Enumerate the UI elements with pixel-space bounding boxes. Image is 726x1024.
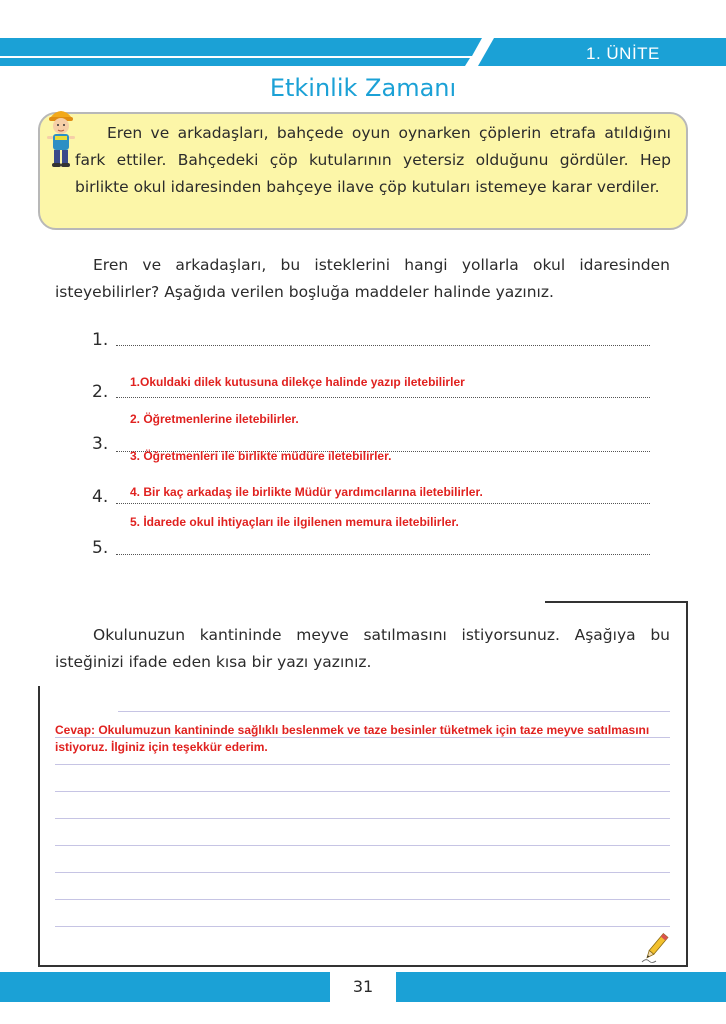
dotted-line-1[interactable]: [116, 345, 650, 346]
unit-label: 1. ÜNİTE: [586, 44, 660, 63]
question-2-line-2: isteğinizi ifade eden kısa bir yazı yazınız.: [55, 653, 372, 671]
writing-line[interactable]: [55, 899, 670, 900]
frame-bottom: [38, 965, 688, 967]
writing-line[interactable]: [55, 764, 670, 765]
story-line-1: Eren ve arkadaşları, bahçede oyun oynarken çöplerin etrafa atıldığını: [107, 124, 671, 142]
boy-illustration-icon: [44, 102, 78, 168]
answer-1: 1.Okuldaki dilek kutusuna dilekçe halinde yazıp iletebilirler: [130, 375, 465, 389]
item-number-1: 1.: [92, 330, 109, 350]
page-number: 31: [352, 977, 374, 996]
story-line-2: fark ettiler. Bahçedeki çöp kutularının yetersiz olduğunu gördüler. Hep: [75, 151, 671, 169]
item-number-2: 2.: [92, 382, 109, 402]
story-text: [75, 120, 671, 201]
dotted-line-4[interactable]: [116, 503, 650, 504]
writing-line[interactable]: [55, 818, 670, 819]
question-1-line-2: isteyebilirler? Aşağıda verilen boşluğa maddeler halinde yazınız.: [55, 283, 554, 301]
question-2-line-1: Okulunuzun kantininde meyve satılmasını istiyorsunuz. Aşağıya bu: [93, 626, 670, 644]
answer-text-line-2: istiyoruz. İlginiz için teşekkür ederim.: [55, 740, 268, 754]
item-number-5: 5.: [92, 538, 109, 558]
writing-line[interactable]: [55, 926, 670, 927]
header-band: [0, 0, 726, 80]
story-line-3: birlikte okul idaresinden bahçeye ilave çöp kutuları istemeye karar: [75, 178, 592, 196]
writing-line[interactable]: [55, 845, 670, 846]
answer-text: [55, 722, 695, 756]
story-line-4: verdiler.: [596, 178, 660, 196]
dotted-line-2[interactable]: [116, 397, 650, 398]
writing-line[interactable]: [118, 711, 670, 712]
frame-right: [686, 601, 688, 966]
item-number-3: 3.: [92, 434, 109, 454]
dotted-line-5[interactable]: [116, 554, 650, 555]
question-2: [55, 622, 670, 676]
answer-3: 3. Öğretmenleri ile birlikte müdüre iletebilirler.: [130, 449, 392, 463]
question-1: [55, 252, 670, 306]
pencil-icon: [640, 930, 672, 964]
question-1-line-1: Eren ve arkadaşları, bu isteklerini hangi yollarla okul idaresinden: [93, 256, 670, 274]
writing-line[interactable]: [55, 791, 670, 792]
answer-2: 2. Öğretmenlerine iletebilirler.: [130, 412, 299, 426]
frame-top: [545, 601, 688, 603]
page-title: Etkinlik Zamanı: [269, 74, 457, 102]
answer-text-line-1: Cevap: Okulumuzun kantininde sağlıklı beslenmek ve taze besinler tüketmek için taze meyve satılmasını: [55, 723, 650, 737]
answer-4: 4. Bir kaç arkadaş ile birlikte Müdür yardımcılarına iletebilirler.: [130, 485, 483, 499]
item-number-4: 4.: [92, 487, 109, 507]
frame-left: [38, 686, 40, 966]
answer-5: 5. İdarede okul ihtiyaçları ile ilgilenen memura iletebilirler.: [130, 515, 459, 529]
writing-line[interactable]: [55, 872, 670, 873]
